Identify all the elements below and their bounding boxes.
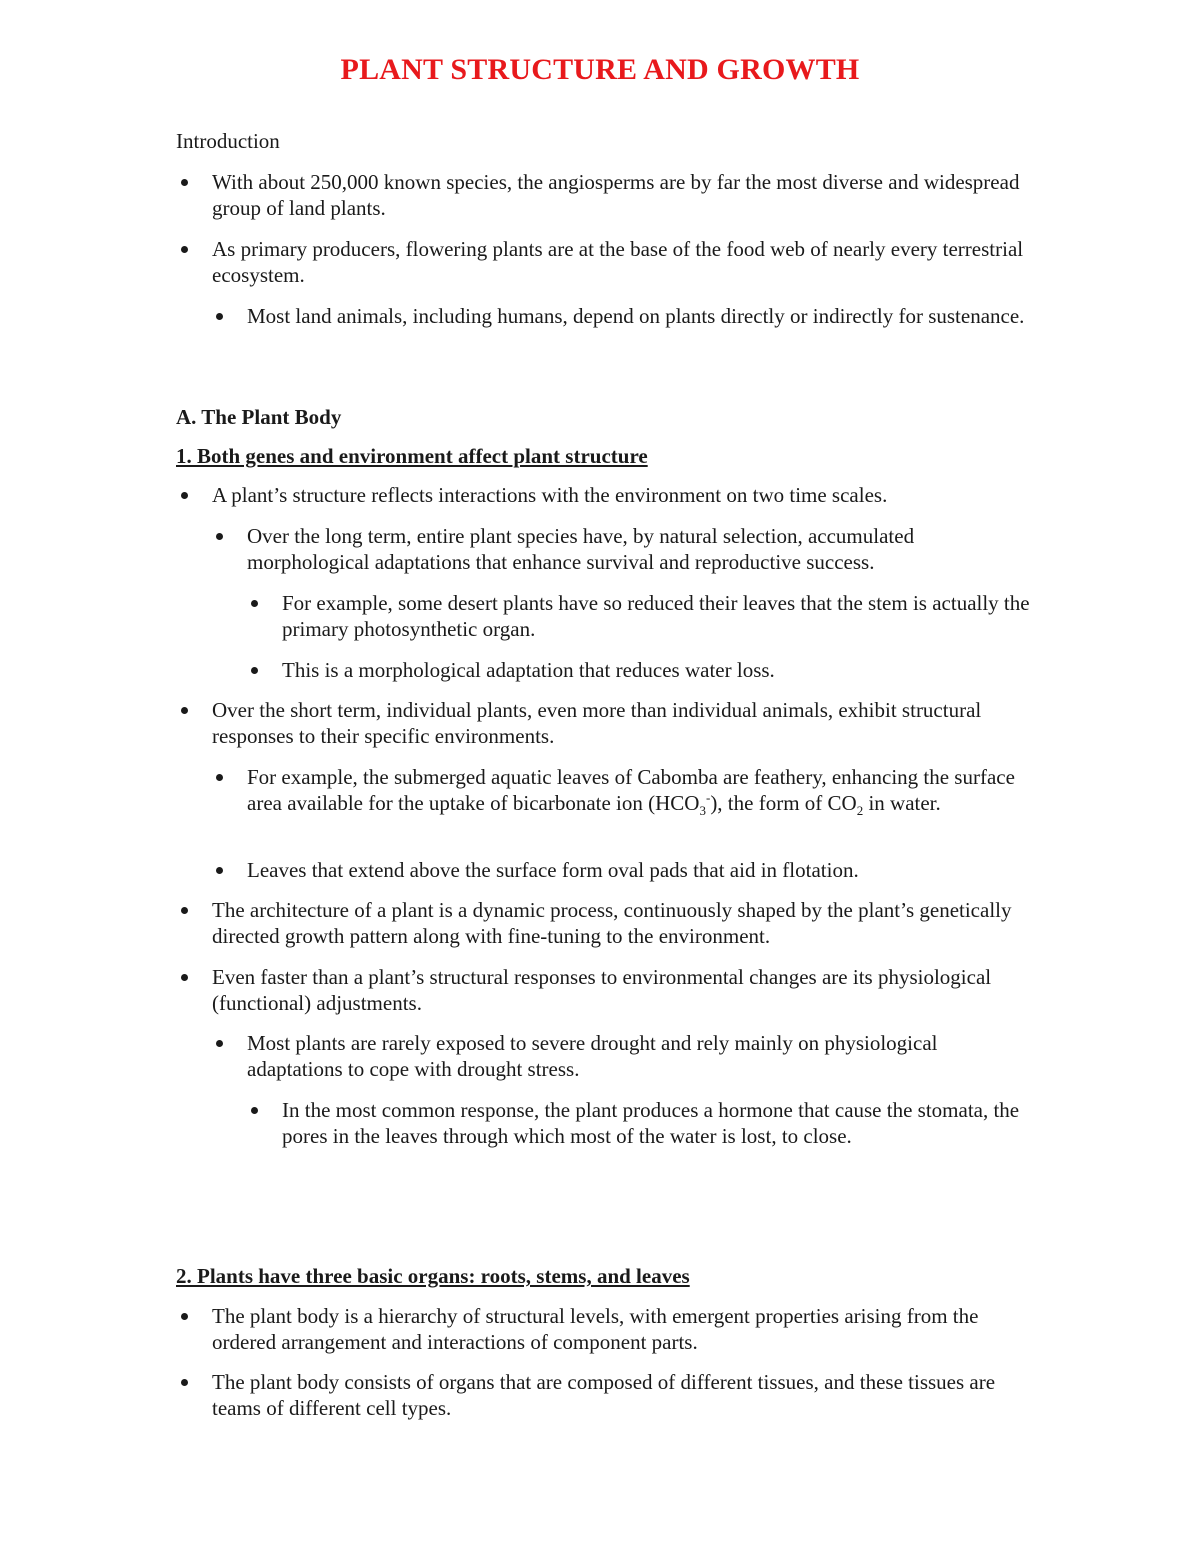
bullet-icon <box>216 774 223 781</box>
bullet-icon <box>181 974 188 981</box>
list-item-text: Even faster than a plant’s structural responses to environmental changes are its physiological (functional) adjustments. <box>212 965 992 1015</box>
list-item <box>212 236 1032 288</box>
list-item-text: The plant body is a hierarchy of structural levels, with emergent properties arising from the ordered arrangement and interactions of component parts. <box>212 1304 979 1354</box>
bullet-icon <box>216 533 223 540</box>
list-item-text: The plant body consists of organs that are composed of different tissues, and these tissues are teams of different cell types. <box>212 1370 996 1420</box>
list-item <box>212 482 1032 508</box>
list-item <box>212 897 1032 949</box>
list-item <box>282 657 1032 683</box>
bullet-icon <box>251 600 258 607</box>
list-item <box>247 857 1037 883</box>
list-item-text: Over the short term, individual plants, even more than individual animals, exhibit structural responses to their specific environments. <box>212 698 982 748</box>
list-item <box>247 764 1037 819</box>
bullet-icon <box>251 667 258 674</box>
bullet-icon <box>251 1107 258 1114</box>
list-item-text: As primary producers, flowering plants are at the base of the food web of nearly every terrestrial ecosystem. <box>212 237 1024 287</box>
list-item <box>212 697 1032 749</box>
list-item-text: A plant’s structure reflects interactions with the environment on two time scales. <box>212 483 888 507</box>
list-item <box>212 964 1032 1016</box>
bullet-icon <box>181 707 188 714</box>
list-item-text: Most land animals, including humans, depend on plants directly or indirectly for sustenance. <box>247 304 1025 328</box>
bullet-icon <box>216 1040 223 1047</box>
section-heading: A. The Plant Body <box>176 405 342 429</box>
document-title: PLANT STRUCTURE AND GROWTH <box>340 53 860 86</box>
bullet-icon <box>216 867 223 874</box>
bullet-icon <box>181 1313 188 1320</box>
list-item <box>212 1303 1032 1355</box>
list-item <box>282 590 1032 642</box>
subsection-heading: 2. Plants have three basic organs: roots, stems, and leaves <box>176 1264 690 1288</box>
list-item-text: For example, the submerged aquatic leaves of Cabomba are feathery, enhancing the surface area available for the uptake of bicarbonate ion $(HCO_3^-)$, the form of $CO_2$ in water. <box>247 765 1015 819</box>
list-item <box>282 1097 1032 1149</box>
subsection-heading: 1. Both genes and environment affect plant structure <box>176 444 648 468</box>
bullet-icon <box>181 492 188 499</box>
list-item <box>247 523 1037 575</box>
bullet-icon <box>181 907 188 914</box>
list-item-text: The architecture of a plant is a dynamic process, continuously shaped by the plant’s genetically directed growth pattern along with fine-tuning to the environment. <box>212 898 1012 948</box>
bullet-icon <box>216 313 223 320</box>
list-item-text: Over the long term, entire plant species have, by natural selection, accumulated morphological adaptations that enhance survival and reproductive success. <box>247 524 915 574</box>
list-item <box>212 1369 1032 1421</box>
list-item <box>247 1030 1037 1082</box>
list-item-text: For example, some desert plants have so reduced their leaves that the stem is actually the primary photosynthetic organ. <box>282 591 1030 641</box>
intro-label: Introduction <box>176 129 280 153</box>
list-item-text: Leaves that extend above the surface form oval pads that aid in flotation. <box>247 858 859 882</box>
list-item <box>212 169 1032 221</box>
list-item-text: With about 250,000 known species, the angiosperms are by far the most diverse and widespread group of land plants. <box>212 170 1020 220</box>
list-item-text: Most plants are rarely exposed to severe drought and rely mainly on physiological adaptations to cope with drought stress. <box>247 1031 938 1081</box>
list-item-text: In the most common response, the plant produces a hormone that cause the stomata, the pores in the leaves through which most of the water is lost, to close. <box>282 1098 1020 1148</box>
bullet-icon <box>181 1379 188 1386</box>
bullet-icon <box>181 246 188 253</box>
list-item <box>247 303 1037 329</box>
bullet-icon <box>181 179 188 186</box>
list-item-text: This is a morphological adaptation that reduces water loss. <box>282 658 775 682</box>
